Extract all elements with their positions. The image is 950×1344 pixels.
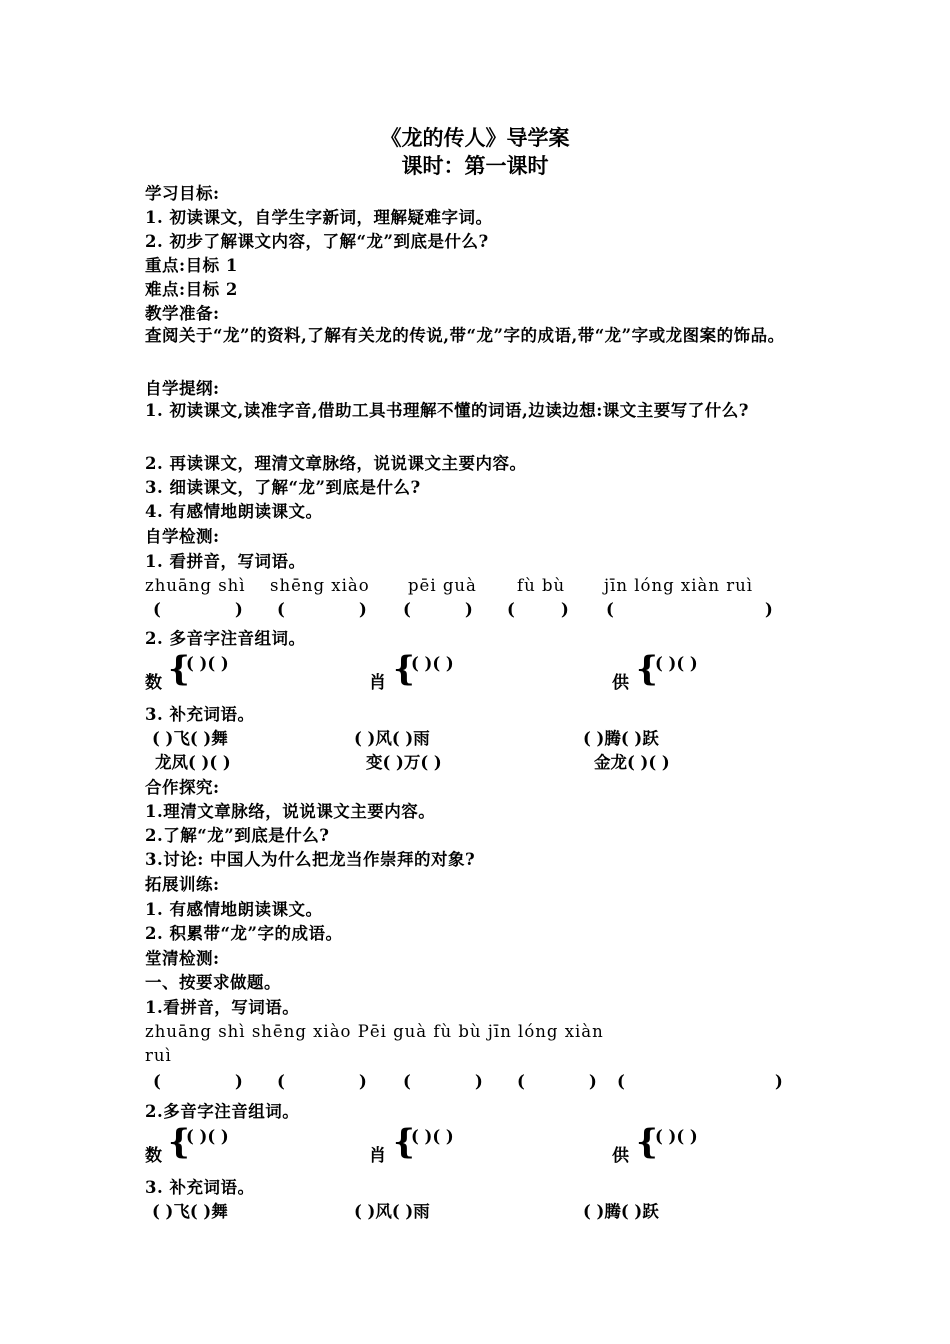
pinyin-row-2: zhuāng shì shēng xiào Pēi guà fù bù jīn lóng xiàn: [145, 1022, 604, 1041]
prep-text: 查阅关于“龙”的资料,了解有关龙的传说,带“龙”字的成语,带“龙”字或龙图案的饰品。: [145, 326, 785, 345]
fill-7[interactable]: ( )飞( )舞: [152, 1202, 228, 1221]
blank-1-open[interactable]: (: [153, 600, 161, 619]
class-2: 2.多音字注音组词。: [145, 1102, 300, 1121]
brace-icon: {: [393, 649, 415, 689]
poly-blank-xiao-2[interactable]: ( )( ): [411, 1127, 454, 1146]
poly-blank-shu[interactable]: ( )( ): [186, 654, 229, 673]
fill-6[interactable]: 金龙( )( ): [594, 753, 670, 772]
key-point: 重点:目标 1: [145, 256, 238, 275]
coop-2: 2.了解“龙”到底是什么?: [145, 826, 330, 845]
ext-heading: 拓展训练:: [145, 875, 220, 894]
fill-5[interactable]: 变( )万( ): [366, 753, 442, 772]
poly-char-gong-2: 供: [612, 1146, 629, 1166]
ext-2: 2. 积累带“龙”字的成语。: [145, 924, 343, 943]
brace-icon: {: [636, 649, 658, 689]
blank-7-open[interactable]: (: [277, 1072, 285, 1091]
coop-3: 3.讨论: 中国人为什么把龙当作崇拜的对象?: [145, 850, 476, 869]
class-section-a: 一、按要求做题。: [145, 973, 281, 992]
blank-4-open[interactable]: (: [507, 600, 515, 619]
ext-1: 1. 有感情地朗读课文。: [145, 900, 323, 919]
outline-heading: 自学提纲:: [145, 379, 220, 398]
poly-blank-xiao[interactable]: ( )( ): [411, 654, 454, 673]
blank-3-close: ): [465, 600, 473, 619]
page-title: 《龙的传人》导学案: [380, 125, 570, 150]
difficulty-point: 难点:目标 2: [145, 280, 238, 299]
poly-char-shu-2: 数: [145, 1146, 162, 1166]
blank-10-open[interactable]: (: [617, 1072, 625, 1091]
brace-icon: {: [393, 1122, 415, 1162]
poly-char-shu: 数: [145, 673, 162, 693]
blank-2-close: ): [359, 600, 367, 619]
class-1: 1.看拼音，写词语。: [145, 998, 300, 1017]
poly-blank-gong-2[interactable]: ( )( ): [655, 1127, 698, 1146]
goal-2: 2. 初步了解课文内容，了解“龙”到底是什么?: [145, 232, 489, 251]
poly-char-xiao-2: 肖: [369, 1146, 386, 1166]
poly-blank-shu-2[interactable]: ( )( ): [186, 1127, 229, 1146]
fill-4[interactable]: 龙凤( )( ): [155, 753, 231, 772]
blank-9-close: ): [589, 1072, 597, 1091]
poly-char-xiao: 肖: [369, 673, 386, 693]
blank-8-open[interactable]: (: [403, 1072, 411, 1091]
fill-3[interactable]: ( )腾( )跃: [583, 729, 659, 748]
blank-3-open[interactable]: (: [403, 600, 411, 619]
blank-6-close: ): [235, 1072, 243, 1091]
pinyin-5: jīn lóng xiàn ruì: [604, 576, 753, 595]
check-1: 1. 看拼音，写词语。: [145, 552, 306, 571]
coop-1: 1.理清文章脉络，说说课文主要内容。: [145, 802, 436, 821]
blank-5-close: ): [765, 600, 773, 619]
blank-2-open[interactable]: (: [277, 600, 285, 619]
blank-9-open[interactable]: (: [517, 1072, 525, 1091]
fill-9[interactable]: ( )腾( )跃: [583, 1202, 659, 1221]
check-2: 2. 多音字注音组词。: [145, 629, 306, 648]
pinyin-1: zhuāng shì: [145, 576, 246, 595]
blank-4-close: ): [561, 600, 569, 619]
pinyin-row-2-wrap: ruì: [145, 1046, 172, 1065]
blank-10-close: ): [775, 1072, 783, 1091]
check-heading: 自学检测:: [145, 527, 220, 546]
poly-char-gong: 供: [612, 673, 629, 693]
check-3: 3. 补充词语。: [145, 705, 255, 724]
class-heading: 堂清检测:: [145, 949, 220, 968]
blank-6-open[interactable]: (: [153, 1072, 161, 1091]
outline-2: 2. 再读课文，理清文章脉络，说说课文主要内容。: [145, 454, 527, 473]
blank-1-close: ): [235, 600, 243, 619]
poly-blank-gong[interactable]: ( )( ): [655, 654, 698, 673]
pinyin-2: shēng xiào: [270, 576, 370, 595]
coop-heading: 合作探究:: [145, 778, 220, 797]
outline-1: 1. 初读课文,读准字音,借助工具书理解不懂的词语,边读边想:课文主要写了什么?: [145, 401, 749, 420]
brace-icon: {: [168, 1122, 190, 1162]
outline-3: 3. 细读课文，了解“龙”到底是什么?: [145, 478, 421, 497]
fill-2[interactable]: ( )风( )雨: [354, 729, 430, 748]
blank-8-close: ): [475, 1072, 483, 1091]
brace-icon: {: [636, 1122, 658, 1162]
brace-icon: {: [168, 649, 190, 689]
pinyin-4: fù bù: [517, 576, 566, 595]
fill-8[interactable]: ( )风( )雨: [354, 1202, 430, 1221]
outline-4: 4. 有感情地朗读课文。: [145, 502, 323, 521]
page-subtitle: 课时：第一课时: [401, 153, 549, 178]
goal-1: 1. 初读课文，自学生字新词，理解疑难字词。: [145, 208, 493, 227]
blank-7-close: ): [359, 1072, 367, 1091]
blank-5-open[interactable]: (: [606, 600, 614, 619]
class-3: 3. 补充词语。: [145, 1178, 255, 1197]
pinyin-3: pēi guà: [408, 576, 477, 595]
goals-heading: 学习目标:: [145, 184, 220, 203]
fill-1[interactable]: ( )飞( )舞: [152, 729, 228, 748]
prep-heading: 教学准备:: [145, 304, 220, 323]
